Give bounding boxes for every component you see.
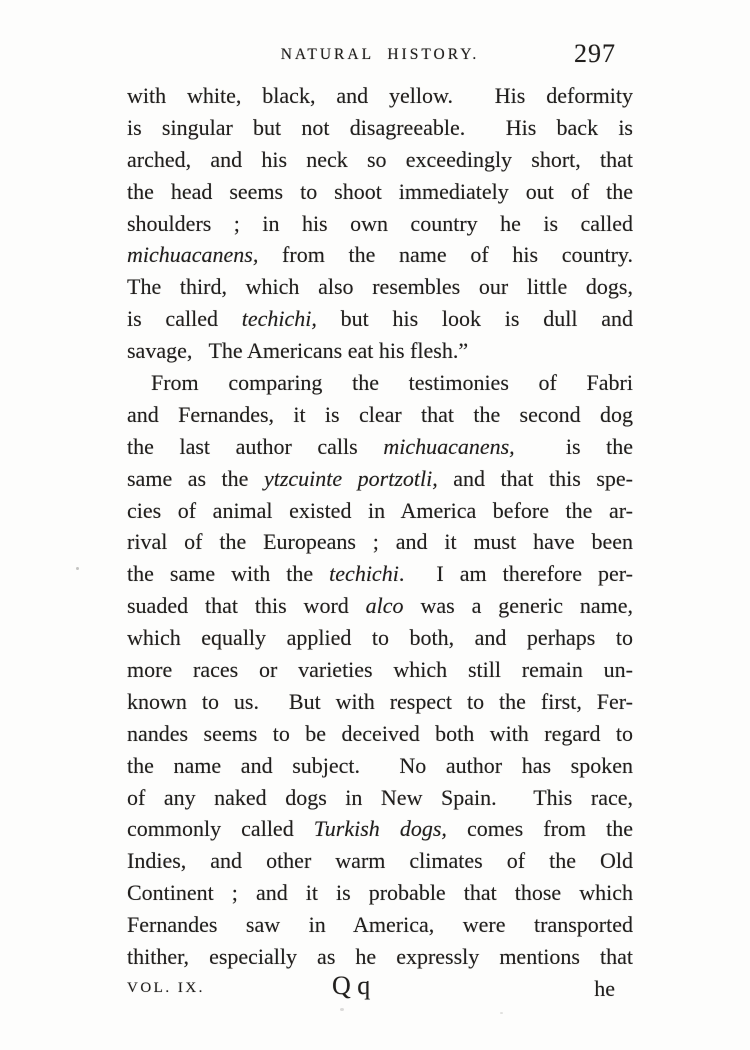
text-segment: is the [514, 433, 633, 459]
catchword: he [594, 976, 615, 1001]
text-segment: is singular but not disagreeable. His back is [127, 114, 633, 140]
text-line [127, 590, 633, 622]
italic-text-segment: techichi [329, 561, 399, 587]
italic-text-segment: michuacanens, [127, 242, 259, 268]
text-segment: The third, which also resembles our little dogs, [127, 274, 633, 300]
text-segment: but his look is dull and [316, 306, 633, 332]
text-segment: more races or varieties which still remain un- [127, 657, 633, 683]
text-line [127, 80, 633, 112]
text-line [127, 845, 633, 877]
text-line [127, 909, 633, 941]
text-line [127, 399, 633, 431]
text-line [127, 622, 633, 654]
text-segment: comes from the [446, 816, 633, 842]
text-line [127, 750, 633, 782]
text-line [127, 718, 633, 750]
text-line [127, 112, 633, 144]
page-footer [127, 971, 633, 1005]
text-segment: with white, black, and yellow. His deformity [127, 83, 633, 108]
text-segment: the last author calls [127, 433, 384, 459]
text-line [127, 239, 633, 271]
text-segment: from the name of his country. [258, 242, 633, 268]
text-segment: was a generic name, [403, 593, 633, 619]
text-segment: rival of the Europeans ; and it must have been [127, 529, 633, 555]
text-segment: is called [127, 306, 242, 332]
text-segment: the same with the [127, 561, 330, 587]
text-line [127, 654, 633, 686]
text-segment: of any naked dogs in New Spain. This race, [127, 784, 633, 810]
text-segment: same as the [127, 465, 264, 491]
text-line [127, 526, 633, 558]
text-segment: shoulders ; in his own country he is called [127, 210, 633, 236]
text-line [127, 686, 633, 718]
text-segment: . I am therefore per- [398, 561, 633, 587]
text-line [127, 208, 633, 240]
text-line [127, 463, 633, 495]
text-line [127, 495, 633, 527]
text-segment: nandes seems to be deceived both with regard to [127, 720, 633, 746]
text-segment: From comparing the testimonies of Fabri [151, 370, 633, 396]
text-line [127, 271, 633, 303]
italic-text-segment: michuacanens, [383, 433, 515, 459]
text-segment: the name and subject. No author has spoken [127, 752, 633, 778]
text-segment: arched, and his neck so exceedingly short, that [127, 146, 633, 172]
text-segment: the head seems to shoot immediately out of the [127, 178, 633, 204]
text-line [127, 877, 633, 909]
text-line [127, 335, 633, 367]
volume-label: VOL. IX. [127, 980, 205, 996]
signature-mark: Q q [332, 971, 371, 1000]
scan-speck [340, 1008, 344, 1011]
text-segment: commonly called [127, 816, 314, 842]
italic-text-segment: alco [365, 593, 404, 619]
text-segment: Fernandes saw in America, were transported [127, 912, 633, 938]
text-segment: suaded that this word [127, 593, 366, 619]
text-line [127, 144, 633, 176]
text-line [127, 782, 633, 814]
text-segment: and that this spe- [437, 465, 633, 491]
scan-speck [500, 1012, 503, 1014]
text-line [127, 558, 633, 590]
text-line [127, 813, 633, 845]
text-segment: Continent ; and it is probable that those which [127, 880, 633, 906]
italic-text-segment: techichi, [241, 306, 317, 332]
text-line [127, 431, 633, 463]
page-body [127, 80, 633, 973]
text-segment: known to us. But with respect to the first, Fer- [127, 688, 633, 714]
text-line [127, 941, 633, 973]
running-title: NATURAL HISTORY. [280, 46, 480, 63]
page-number: 297 [574, 39, 616, 68]
text-segment: thither, especially as he expressly mentions that [127, 944, 633, 970]
text-line [127, 303, 633, 335]
text-line [127, 176, 633, 208]
text-segment: savage, The Americans eat his flesh.” [127, 338, 469, 364]
italic-text-segment: Turkish dogs, [313, 816, 447, 842]
text-line [127, 367, 633, 399]
text-segment: which equally applied to both, and perhaps to [127, 625, 633, 651]
italic-text-segment: ytzcuinte portzotli, [263, 465, 438, 491]
scan-speck [76, 567, 79, 570]
text-segment: Indies, and other warm climates of the Old [127, 848, 633, 874]
text-segment: cies of animal existed in America before the ar- [127, 497, 633, 523]
text-segment: and Fernandes, it is clear that the second dog [127, 401, 633, 427]
